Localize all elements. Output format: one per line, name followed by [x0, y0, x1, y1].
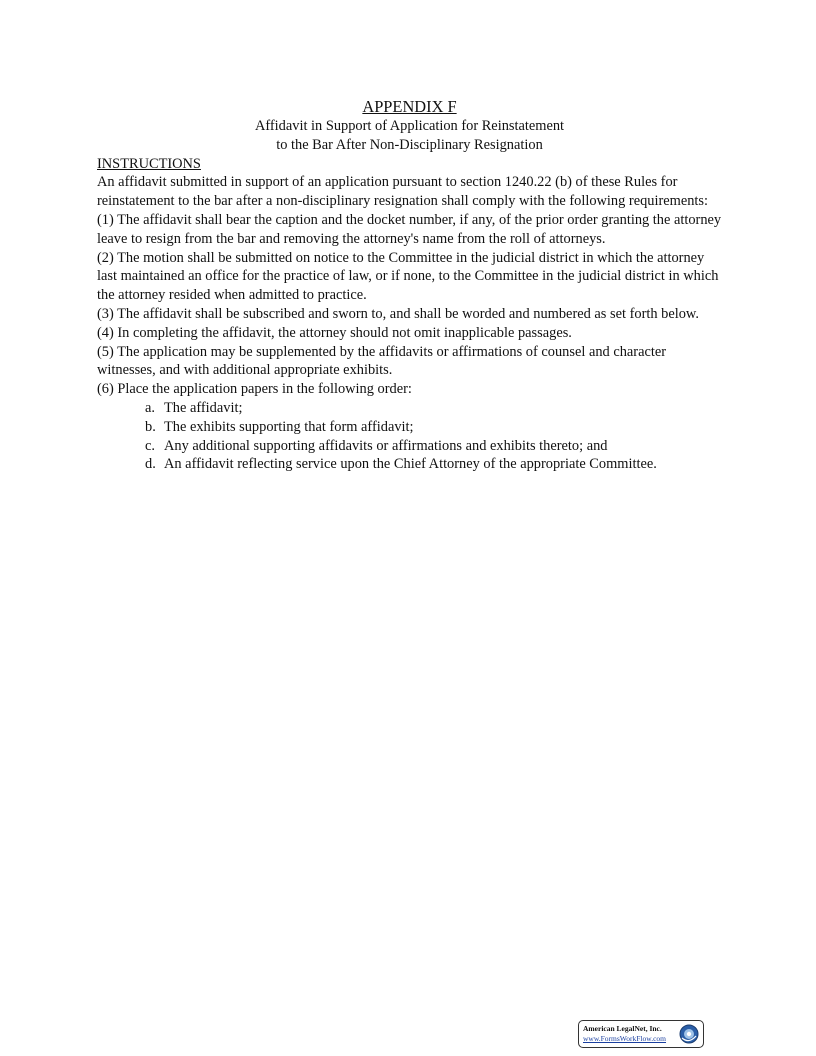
list-item-text: Any additional supporting affidavits or affirmations and exhibits thereto; and	[164, 437, 608, 454]
list-item-marker: b.	[145, 418, 156, 435]
list-item-marker: a.	[145, 399, 155, 416]
list-item-text: The affidavit;	[164, 399, 243, 416]
instructions-heading: INSTRUCTIONS	[97, 155, 201, 172]
list-item-marker: c.	[145, 437, 155, 454]
page-subtitle-line-2: to the Bar After Non-Disciplinary Resignation	[276, 136, 543, 153]
page-subtitle-line-1: Affidavit in Support of Application for Reinstatement	[254, 118, 565, 134]
list-item	[97, 399, 722, 418]
list-item-text: The exhibits supporting that form affidavit;	[164, 418, 414, 435]
list-item-marker: d.	[145, 456, 156, 473]
footer-company-name: American LegalNet, Inc.	[583, 1024, 662, 1033]
page-title: APPENDIX F	[362, 97, 457, 116]
globe-icon	[678, 1023, 700, 1045]
instruction-item: (3) The affidavit shall be subscribed and sworn to, and shall be worded and numbered as set forth below.	[97, 305, 699, 322]
footer-logo-badge	[578, 1020, 704, 1048]
footer-website-link[interactable]: www.FormsWorkFlow.com	[583, 1034, 667, 1043]
list-item-text: An affidavit reflecting service upon the Chief Attorney of the appropriate Committee.	[164, 456, 657, 473]
instruction-item: (4) In completing the affidavit, the attorney should not omit inapplicable passages.	[97, 324, 572, 341]
instruction-item: (5) The application may be supplemented by the affidavits or affirmations of counsel and character witnesses, and with additional appropriate exhibits.	[97, 343, 667, 379]
document-page	[97, 97, 722, 474]
instruction-item: (6) Place the application papers in the following order:	[97, 381, 412, 398]
globe-icon-core	[687, 1032, 691, 1036]
list-item	[97, 418, 722, 437]
instruction-item: (1) The affidavit shall bear the caption and the docket number, if any, of the prior order granting the attorney leave to resign from the bar and removing the attorney's name from the roll of attorneys.	[97, 211, 722, 247]
intro-paragraph: An affidavit submitted in support of an application pursuant to section 1240.22 (b) of these Rules for reinstatement to the bar after a non-disciplinary resignation shall comply with the following requirements:	[97, 174, 709, 210]
instruction-item: (2) The motion shall be submitted on notice to the Committee in the judicial district in which the attorney last maintained an office for the practice of law, or if none, to the Committee in the judicial district in which the attorney resided when admitted to practice.	[97, 249, 719, 304]
list-item	[97, 437, 722, 456]
application-order-list	[97, 399, 722, 474]
list-item	[97, 455, 722, 474]
